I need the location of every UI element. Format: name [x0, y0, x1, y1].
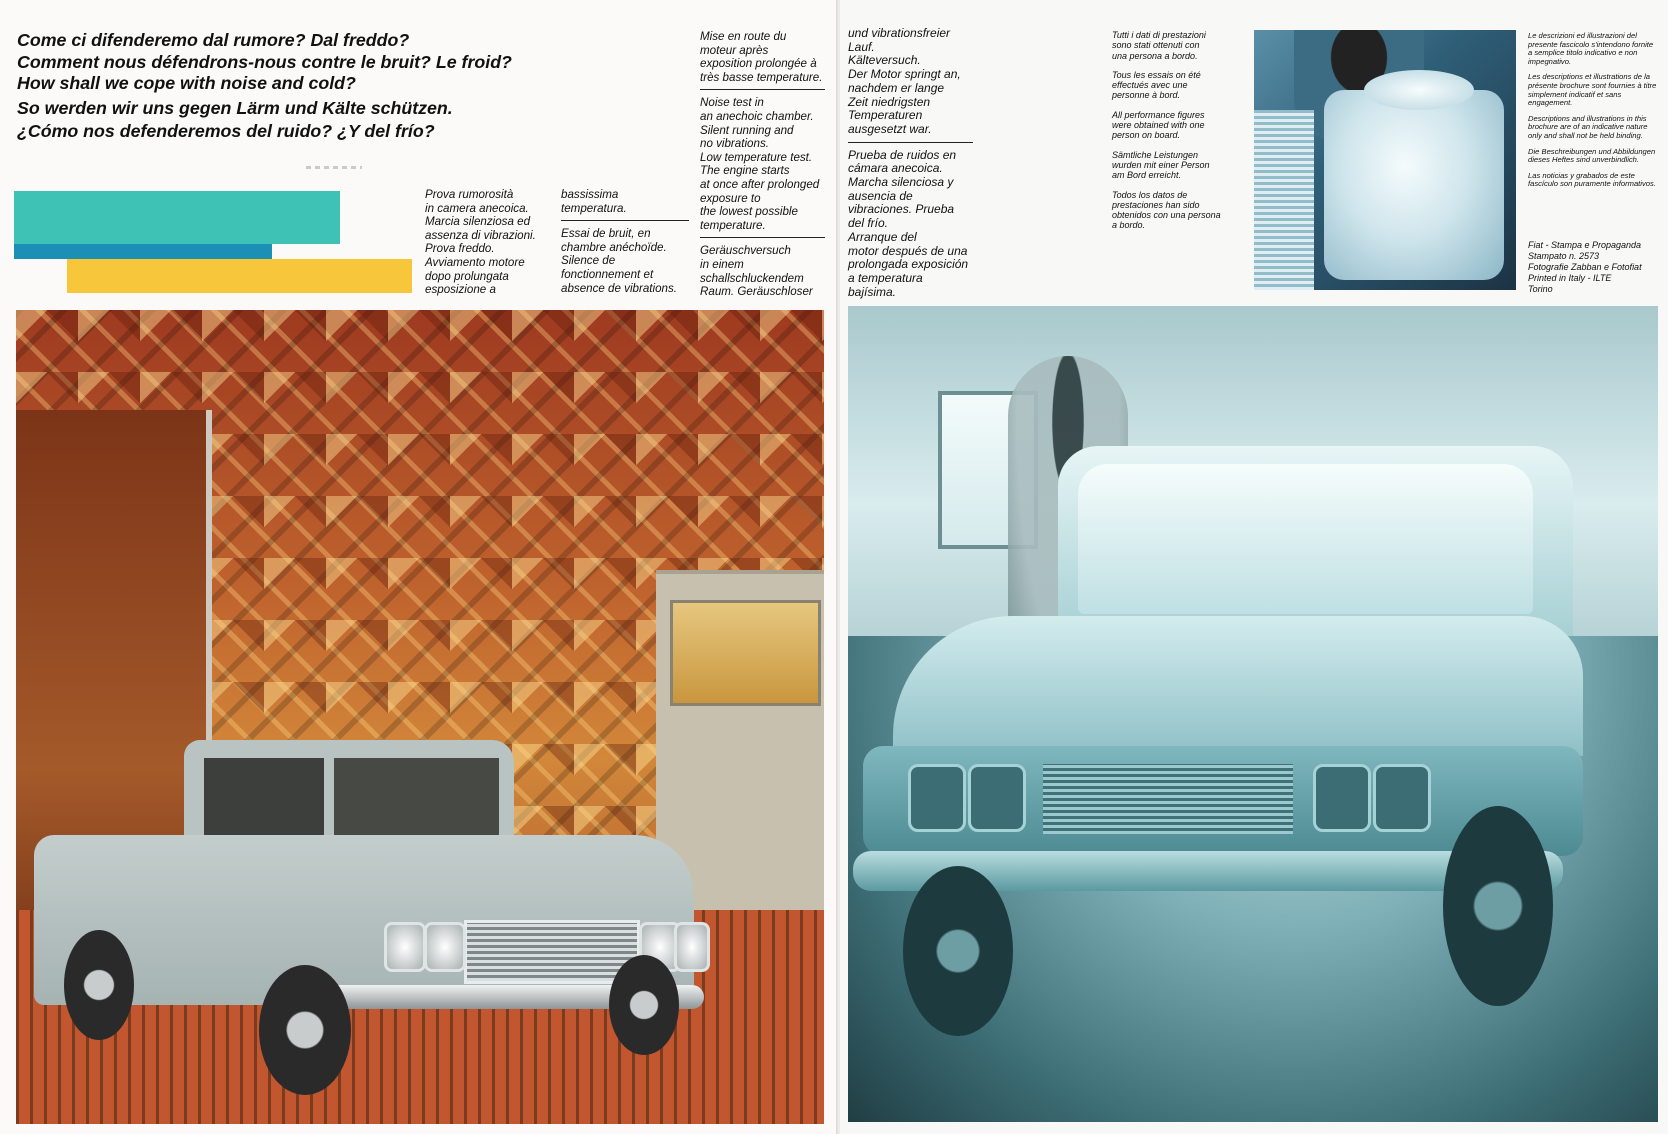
note-french: Tous les essais on été effectués avec une personne à bord. [1112, 69, 1201, 101]
divider-rule [848, 142, 973, 143]
headline-german: So werden wir uns gegen Lärm und Kälte schützen. [17, 97, 453, 118]
teal-stripe [14, 191, 340, 244]
german-spanish-column [848, 27, 973, 299]
headline-french: Comment nous défendrons-nous contre le bruit? Le froid? [17, 51, 512, 72]
car-grille [1043, 764, 1293, 834]
engine-block [1324, 90, 1504, 280]
disclaimer-italian: Le descrizioni ed illustrazioni del presente fascicolo s'intendono fornite a semplice titolo indicativo e non impegnativo. [1528, 31, 1654, 66]
car-windshield [334, 758, 499, 838]
disclaimers [1528, 32, 1658, 196]
divider-rule [700, 237, 825, 238]
car-hood [893, 616, 1583, 756]
middle-caption-column [700, 30, 825, 299]
print-smudge [306, 166, 362, 169]
disclaimer-german: Die Beschreibungen und Abbildungen dieses Heftes sind unverbindlich. [1528, 146, 1656, 165]
front-wheel-far [1443, 806, 1553, 1006]
frosted-car [863, 446, 1603, 1066]
headlamp [908, 764, 966, 832]
italian-caption [425, 188, 560, 297]
spanish-text: Prueba de ruidos en cámara anecoica. Marcha silenciosa y ausencia de vibraciones. Prueba del frío. Arranque del motor después de una prolongada exposición a temperatura bajísima. [848, 147, 969, 299]
german-text-cont: und vibrationsfreier Lauf. Kälteversuch. Der Motor springt an, nachdem er lange Zeit niedrigsten Temperaturen ausgesetzt war. [848, 26, 961, 136]
disclaimer-spanish: Las noticias y grabados de este fascículo son puramente informativos. [1528, 170, 1656, 189]
divider-rule [561, 220, 689, 221]
fiat-car [24, 740, 724, 1110]
performance-notes [1112, 30, 1247, 240]
note-german: Sämtliche Leistungen wurden mit einer Person am Bord erreicht. [1112, 149, 1210, 181]
french-text-cont: Mise en route du moteur après exposition prolongée à très basse temperature. [700, 30, 823, 84]
english-text: Noise test in an anechoic chamber. Silent running and no vibrations. Low temperature test. The engine starts at once after prolonged exposure to the lowest possible temperature. [700, 96, 820, 232]
headline-italian: Come ci difenderemo dal rumore? Dal freddo? [17, 30, 410, 50]
italian-text-cont: bassissima temperatura. [561, 188, 627, 215]
headlamp [968, 764, 1026, 832]
french-caption [561, 188, 689, 295]
front-wheel [903, 866, 1013, 1036]
radiator [1254, 110, 1314, 290]
french-text: Essai de bruit, en chambre anéchoïde. Silence de fonctionnement et absence de vibrations. [561, 227, 678, 295]
note-spanish: Todos los datos de prestaciones han sido obtenidos con una persona a bordo. [1112, 189, 1221, 231]
anechoic-chamber-car-photo [16, 310, 824, 1124]
car-side-window [204, 758, 324, 838]
italian-text: Prova rumorosità in camera anecoica. Marcia silenziosa ed assenza di vibrazioni. Prova freddo. Avviamento motore dopo prolungata esposizione a [425, 188, 536, 297]
headline-english: How shall we cope with noise and cold? [17, 73, 356, 94]
headlamp [1313, 764, 1371, 832]
air-filter [1364, 70, 1474, 110]
disclaimer-french: Les descriptions et illustrations de la présente brochure sont fournies à titre simplement indicatif et sans engagement. [1528, 72, 1657, 108]
headline-spanish: ¿Cómo nos defenderemos del ruido? ¿Y del frío? [17, 121, 435, 142]
front-wheel-far [609, 955, 679, 1055]
frozen-engine-photo [1254, 30, 1516, 290]
blue-stripe [14, 244, 272, 259]
divider-rule [700, 89, 825, 90]
note-italian: Tutti i dati di prestazioni sono stati ottenuti con una persona a bordo. [1112, 30, 1206, 61]
yellow-stripe [67, 259, 412, 293]
frosted-windshield [1078, 464, 1533, 614]
car-grille [464, 920, 640, 984]
headlamp [424, 922, 466, 972]
rear-wheel [64, 930, 134, 1040]
headlamp [674, 922, 710, 972]
frosted-car-cold-room-photo [848, 306, 1658, 1122]
note-english: All performance figures were obtained with one person on board. [1112, 109, 1205, 141]
german-text: Geräuschversuch in einem schallschluckendem Raum. Geräuschloser [700, 244, 813, 299]
credits-text: Fiat - Stampa e Propaganda Stampato n. 2573 Fotografie Zabban e Fotofiat Printed in Italy - ILTE Torino [1528, 240, 1642, 294]
disclaimer-english: Descriptions and illustrations in this brochure are of an indicative nature only and shall not be held binding. [1528, 113, 1648, 140]
headlamp [384, 922, 426, 972]
headline [17, 30, 657, 143]
front-wheel [259, 965, 351, 1095]
headlamp [1373, 764, 1431, 832]
booth-window [670, 600, 821, 706]
